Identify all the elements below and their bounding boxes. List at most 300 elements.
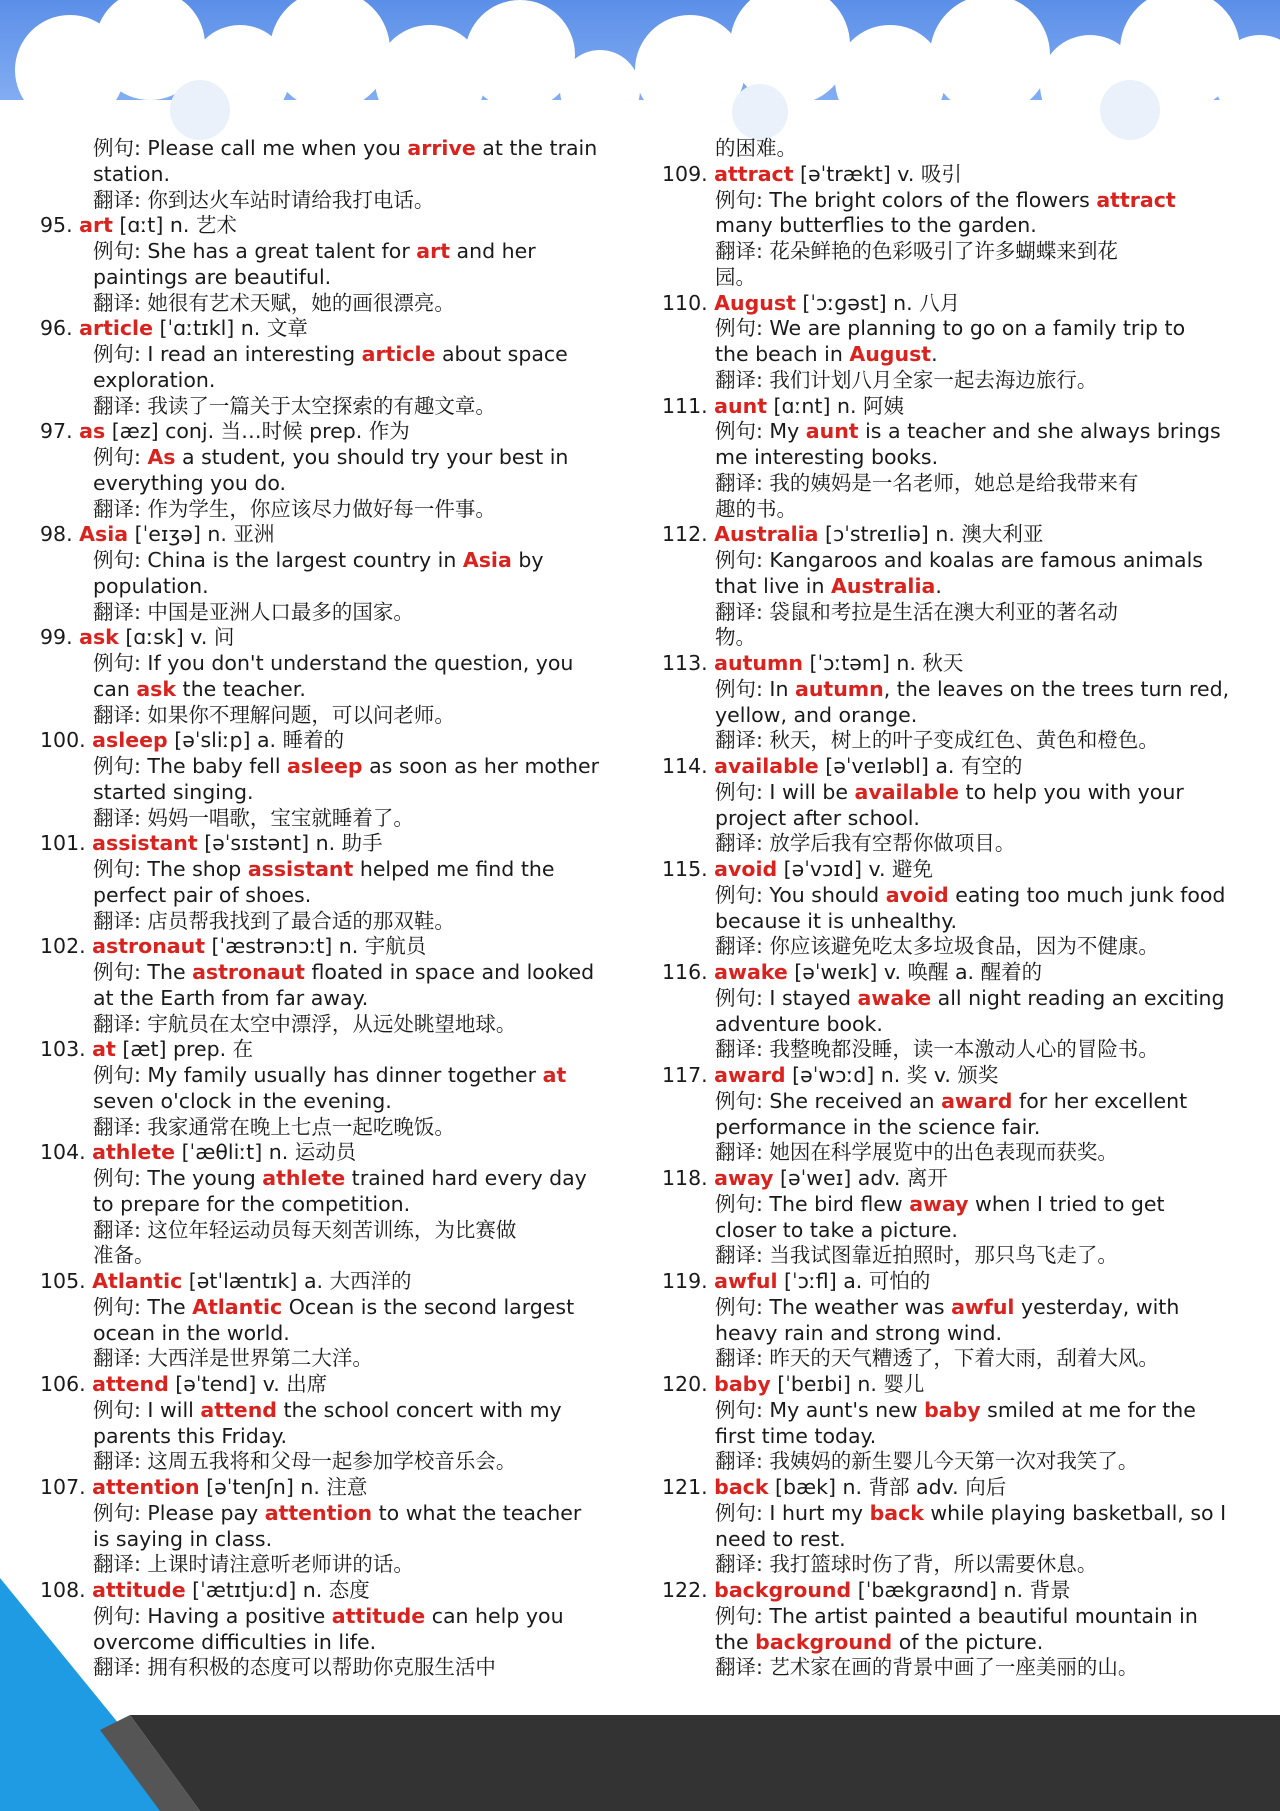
line-text-tail: the teacher. <box>176 676 306 701</box>
line-text: 准备。 <box>93 1243 155 1268</box>
line-text-tail: [ɑːnt] n. 阿姨 <box>767 393 905 418</box>
vocab-entry-line <box>662 677 1262 703</box>
headword: awful <box>714 1269 778 1293</box>
line-text: 翻译: 她因在科学展览中的出色表现而获奖。 <box>715 1140 1118 1165</box>
headword: back <box>714 1475 769 1499</box>
line-text: 例句: Having a positive <box>93 1603 332 1628</box>
line-text-tail: [ˈɔːfl] a. 可怕的 <box>777 1269 931 1293</box>
vocab-entry-line <box>40 497 640 523</box>
vocab-entry-line <box>40 265 640 291</box>
line-text-tail: Ocean is the second largest <box>282 1294 575 1319</box>
vocab-entry-heading <box>40 1269 640 1295</box>
line-text-tail: a student, you should try your best in <box>175 445 569 469</box>
vocab-entry-line <box>40 651 640 677</box>
vocab-entry-line <box>40 342 640 368</box>
line-text-tail: [ˈɑːtɪkl] n. 文章 <box>152 316 308 341</box>
vocab-entry-line <box>40 1166 640 1192</box>
headword: as <box>79 419 106 444</box>
line-text-tail: [ˈɔːgəst] n. 八月 <box>795 290 961 315</box>
headword: Asia <box>79 522 129 547</box>
vocab-entry-line <box>662 625 1262 651</box>
headword: art <box>416 239 451 263</box>
vocab-entry-line <box>662 1243 1262 1269</box>
line-text-tail: about space <box>435 342 568 366</box>
entry-number: 107. <box>40 1475 93 1499</box>
line-text-tail: [əˈtend] v. 出席 <box>168 1372 328 1396</box>
vocab-entry-line <box>40 1115 640 1141</box>
vocab-entry-line <box>662 1012 1262 1038</box>
vocab-entry-line <box>662 1295 1262 1321</box>
line-text: overcome difficulties in life. <box>93 1629 377 1654</box>
entry-number: 106. <box>40 1372 93 1396</box>
line-text-tail: [ɑːsk] v. 问 <box>118 625 235 650</box>
line-text: the beach in <box>715 342 850 366</box>
vocab-entry-line <box>40 1552 640 1578</box>
line-text: 园。 <box>715 264 756 289</box>
vocab-entry-line <box>662 188 1262 214</box>
entry-number: 103. <box>40 1037 93 1062</box>
headword: attitude <box>331 1603 426 1628</box>
line-text-tail: can help you <box>425 1603 564 1628</box>
line-text-tail: when I tried to get <box>968 1191 1165 1216</box>
line-text: 例句: Please pay <box>93 1500 265 1525</box>
headword: Atlantic <box>192 1294 283 1319</box>
vocab-entry-heading <box>40 1475 640 1501</box>
vocab-entry-line <box>662 1346 1262 1372</box>
line-text: paintings are beautiful. <box>93 264 332 289</box>
line-text-tail: [ˈɔːtəm] n. 秋天 <box>802 651 964 675</box>
headword: Australia <box>831 573 936 598</box>
vocab-entry-heading <box>662 857 1262 883</box>
vocab-entry-line <box>662 1604 1262 1630</box>
line-text: 翻译: 我打篮球时伤了背，所以需要休息。 <box>715 1552 1098 1577</box>
line-text: 翻译: 我姨妈的新生婴儿今天第一次对我笑了。 <box>715 1449 1139 1474</box>
headword: award <box>941 1088 1013 1113</box>
line-text: 翻译: 我的姨妈是一名老师，她总是给我带来有 <box>715 470 1139 495</box>
line-text: started singing. <box>93 779 254 804</box>
vocab-entry-line <box>662 1398 1262 1424</box>
headword: baby <box>714 1372 771 1396</box>
headword: awake <box>714 960 788 984</box>
line-text: need to rest. <box>715 1526 846 1551</box>
entry-number: 118. <box>662 1166 715 1190</box>
headword: award <box>714 1063 786 1087</box>
vocab-entry-line <box>662 1655 1262 1681</box>
vocab-entry-line <box>662 831 1262 857</box>
vocab-entry-line <box>40 1630 640 1656</box>
line-text: 例句: She has a great talent for <box>93 239 417 263</box>
headword: astronaut <box>92 934 206 959</box>
line-text-tail: yesterday, with <box>1014 1294 1180 1319</box>
vocab-entry-line <box>662 497 1262 523</box>
vocab-entry-line <box>662 419 1262 445</box>
vocab-entry-line <box>662 1218 1262 1244</box>
entry-number: 108. <box>40 1578 93 1602</box>
vocab-entry-line <box>662 1115 1262 1141</box>
vocab-entry-line <box>40 471 640 497</box>
line-text: heavy rain and strong wind. <box>715 1320 1002 1345</box>
vocab-entry-heading <box>662 1269 1262 1295</box>
vocab-entry-line <box>40 600 640 626</box>
vocab-entry-heading <box>40 1578 640 1604</box>
line-text: 翻译: 我家通常在晚上七点一起吃晚饭。 <box>93 1114 455 1139</box>
line-text-tail: is a teacher and she always brings <box>858 419 1221 444</box>
vocab-entry-line <box>662 239 1262 265</box>
vocab-entry-line <box>662 1037 1262 1063</box>
vocab-entry-line <box>40 909 640 935</box>
vocab-entry-heading <box>40 831 640 857</box>
vocab-entry-line <box>40 986 640 1012</box>
vocab-entry-heading <box>662 162 1262 188</box>
headword: attention <box>92 1475 200 1499</box>
line-text-tail: floated in space and looked <box>304 960 595 984</box>
vocab-entry-line <box>40 548 640 574</box>
vocab-entry-line <box>662 316 1262 342</box>
headword: baby <box>924 1397 981 1422</box>
vocab-entry-line <box>40 857 640 883</box>
headword: aunt <box>714 393 767 418</box>
line-text: the <box>715 1629 756 1654</box>
line-text: is saying in class. <box>93 1526 273 1551</box>
vocab-entry-line <box>662 265 1262 291</box>
vocab-entry-line <box>662 368 1262 394</box>
line-text: 趣的书。 <box>715 496 797 521</box>
line-text-tail: [ˈbækgraʊnd] n. 背景 <box>851 1578 1071 1602</box>
line-text-tail: by <box>511 548 544 572</box>
headword: avoid <box>714 857 778 881</box>
headword: away <box>714 1166 774 1190</box>
line-text: 例句: The <box>93 960 193 984</box>
line-text-tail: [ˈbeɪbi] n. 婴儿 <box>770 1372 925 1396</box>
entry-number: 116. <box>662 960 715 984</box>
headword: aunt <box>805 419 859 444</box>
line-text: 例句: My family usually has dinner together <box>93 1063 543 1087</box>
vocab-entry-line <box>662 780 1262 806</box>
line-text: 例句: You should <box>715 882 886 907</box>
line-text: 翻译: 你应该避免吃太多垃圾食品，因为不健康。 <box>715 934 1159 959</box>
line-text: 例句: If you don't understand the question, you <box>93 651 574 675</box>
line-text-tail: at the train <box>475 136 598 160</box>
vocab-entry-heading <box>40 728 640 754</box>
vocab-entry-line <box>662 703 1262 729</box>
line-text: 翻译: 我整晚都没睡，读一本激动人心的冒险书。 <box>715 1037 1159 1062</box>
line-text: parents this Friday. <box>93 1423 288 1448</box>
line-text: performance in the science fair. <box>715 1114 1041 1139</box>
entry-number: 95. <box>40 213 80 238</box>
line-text: that live in <box>715 573 832 598</box>
vocab-entry-line <box>40 1321 640 1347</box>
headword: at <box>542 1063 567 1087</box>
line-text: many butterflies to the garden. <box>715 213 1037 238</box>
line-text-tail: [əˈweɪk] v. 唤醒 a. 醒着的 <box>787 960 1043 984</box>
headword: August <box>714 290 796 315</box>
entry-number: 98. <box>40 522 80 547</box>
line-text-tail: . <box>931 342 938 366</box>
line-text: because it is unhealthy. <box>715 908 958 933</box>
line-text-tail: [əˈtrækt] v. 吸引 <box>793 161 962 186</box>
vocab-entry-heading <box>40 1140 640 1166</box>
line-text: me interesting books. <box>715 445 939 469</box>
line-text-tail: of the picture. <box>892 1629 1044 1654</box>
left-column <box>40 136 640 1681</box>
vocab-entry-line <box>40 1089 640 1115</box>
headword: August <box>849 342 932 366</box>
vocab-entry-line <box>40 754 640 780</box>
line-text: 例句: My <box>715 419 806 444</box>
line-text-tail: and her <box>450 239 536 263</box>
vocab-entry-heading <box>662 291 1262 317</box>
line-text: 例句: I hurt my <box>715 1500 870 1525</box>
line-text-tail: [əˈsliːp] a. 睡着的 <box>167 728 345 753</box>
vocab-entry-line <box>662 548 1262 574</box>
line-text-tail: [əˈwɔːd] n. 奖 v. 颁奖 <box>785 1063 999 1087</box>
line-text-tail: . <box>935 573 942 598</box>
line-text-tail: [ˈæθliːt] n. 运动员 <box>175 1140 357 1165</box>
vocab-entry-line <box>40 1063 640 1089</box>
vocab-entry-line <box>40 445 640 471</box>
vocab-entry-line <box>662 574 1262 600</box>
headword: ask <box>136 676 177 701</box>
vocab-entry-line <box>662 1140 1262 1166</box>
headword: autumn <box>714 651 803 675</box>
line-text: 翻译: 袋鼠和考拉是生活在澳大利亚的著名动 <box>715 599 1118 624</box>
headword: attract <box>714 161 794 186</box>
sky-cloud-header <box>0 0 1280 140</box>
headword: autumn <box>794 676 884 701</box>
line-text: 翻译: 这位年轻运动员每天刻苦训练，为比赛做 <box>93 1217 517 1242</box>
line-text-tail: [ˈeɪʒə] n. 亚洲 <box>128 522 275 547</box>
headword: athlete <box>92 1140 176 1165</box>
vocab-entry-line <box>40 574 640 600</box>
headword: Atlantic <box>92 1269 183 1293</box>
headword: article <box>79 316 153 341</box>
line-text: yellow, and orange. <box>715 702 918 727</box>
headword: Asia <box>462 548 512 572</box>
line-text-tail: the school concert with my <box>276 1397 562 1422</box>
line-text: 例句: The baby fell <box>93 754 288 778</box>
line-text: 例句: We are planning to go on a family trip to <box>715 316 1186 341</box>
line-text: at the Earth from far away. <box>93 985 369 1010</box>
entry-number: 97. <box>40 419 80 444</box>
headword: art <box>79 213 113 238</box>
headword: asleep <box>287 754 363 778</box>
line-text-tail: [bæk] n. 背部 adv. 向后 <box>768 1475 1007 1499</box>
vocab-entry-line <box>662 1449 1262 1475</box>
line-text: 翻译: 花朵鲜艳的色彩吸引了许多蝴蝶来到花 <box>715 239 1118 263</box>
line-text-tail: to what the teacher <box>372 1500 582 1525</box>
vocab-entry-line <box>662 986 1262 1012</box>
line-text-tail: all night reading an exciting <box>931 985 1225 1010</box>
line-text: 物。 <box>715 625 756 650</box>
line-text: 的困难。 <box>715 136 797 160</box>
vocab-entry-line <box>40 239 640 265</box>
line-text-tail: [ɑːt] n. 艺术 <box>112 213 237 238</box>
vocab-entry-line <box>662 600 1262 626</box>
line-text: 例句: China is the largest country in <box>93 548 463 572</box>
vocab-entry-line <box>40 1012 640 1038</box>
vocab-entry-heading <box>40 522 640 548</box>
line-text-tail: [æt] prep. 在 <box>115 1037 254 1062</box>
line-text-tail: eating too much junk food <box>948 882 1226 907</box>
vocab-entry-line <box>40 1243 640 1269</box>
headword: Australia <box>714 522 819 547</box>
line-text: first time today. <box>715 1423 877 1448</box>
entry-number: 102. <box>40 934 93 959</box>
vocab-entry-line <box>662 1424 1262 1450</box>
vocab-entry-line <box>40 1527 640 1553</box>
line-text: 翻译: 店员帮我找到了最合适的那双鞋。 <box>93 908 455 933</box>
line-text: exploration. <box>93 367 216 392</box>
vocab-entry-line <box>662 1501 1262 1527</box>
vocab-entry-line <box>40 1398 640 1424</box>
vocab-entry-line <box>662 445 1262 471</box>
vocab-entry-line <box>662 1192 1262 1218</box>
line-text-tail: [əˈvɔɪd] v. 避免 <box>777 857 934 881</box>
vocab-entry-line <box>40 780 640 806</box>
vocab-entry-line <box>40 162 640 188</box>
line-text: closer to take a picture. <box>715 1217 958 1242</box>
vocab-entry-line <box>40 1655 640 1681</box>
vocab-entry-heading <box>662 1578 1262 1604</box>
headword: astronaut <box>192 960 305 984</box>
headword: attend <box>92 1372 169 1396</box>
vocab-entry-heading <box>662 1063 1262 1089</box>
line-text-tail: helped me find the <box>353 857 555 881</box>
line-text: 例句: The weather was <box>715 1294 952 1319</box>
line-text-tail: [əˈtenʃn] n. 注意 <box>199 1475 368 1499</box>
vocab-entry-line <box>40 368 640 394</box>
line-text: 翻译: 放学后我有空帮你做项目。 <box>715 831 1016 856</box>
headword: attitude <box>92 1578 186 1602</box>
vocab-entry-line <box>662 1321 1262 1347</box>
entry-number: 114. <box>662 754 715 778</box>
line-text-tail: [ətˈlæntɪk] a. 大西洋的 <box>182 1269 412 1293</box>
line-text: adventure book. <box>715 1011 883 1036</box>
vocab-entry-heading <box>662 754 1262 780</box>
line-text: 例句: The shop <box>93 857 248 881</box>
line-text: 翻译: 她很有艺术天赋，她的画很漂亮。 <box>93 290 455 315</box>
entry-number: 101. <box>40 831 93 856</box>
vocab-entry-line <box>40 1295 640 1321</box>
entry-number: 115. <box>662 857 715 881</box>
line-text: 翻译: 当我试图靠近拍照时，那只鸟飞走了。 <box>715 1243 1118 1268</box>
line-text-tail: [æz] conj. 当…时候 prep. 作为 <box>105 419 410 444</box>
headword: avoid <box>885 882 949 907</box>
entry-number: 110. <box>662 290 715 315</box>
line-text: 例句: She received an <box>715 1088 942 1113</box>
headword: at <box>92 1037 116 1062</box>
vocab-entry-line <box>40 394 640 420</box>
headword: back <box>869 1500 924 1525</box>
vocab-entry-line <box>662 806 1262 832</box>
headword: As <box>147 445 176 469</box>
line-text: everything you do. <box>93 470 287 495</box>
line-text: 例句: My aunt's new <box>715 1397 925 1422</box>
line-text: 例句: The <box>93 1294 193 1319</box>
vocab-entry-heading <box>40 1037 640 1063</box>
line-text: 翻译: 妈妈一唱歌，宝宝就睡着了。 <box>93 805 414 830</box>
vocab-entry-heading <box>662 1475 1262 1501</box>
line-text: 翻译: 我读了一篇关于太空探索的有趣文章。 <box>93 393 496 418</box>
line-text: to prepare for the competition. <box>93 1191 411 1216</box>
vocab-entry-line <box>662 136 1262 162</box>
line-text: 翻译: 作为学生，你应该尽力做好每一件事。 <box>93 496 496 521</box>
vocab-entry-heading <box>40 1372 640 1398</box>
line-text: station. <box>93 161 171 186</box>
vocab-entry-heading <box>40 213 640 239</box>
line-text: seven o'clock in the evening. <box>93 1088 392 1113</box>
headword: assistant <box>247 857 354 881</box>
line-text: 例句: The artist painted a beautiful mountain in <box>715 1603 1198 1628</box>
headword: available <box>714 754 819 778</box>
line-text-tail: [ɔˈstreɪliə] n. 澳大利亚 <box>818 522 1044 547</box>
entry-number: 105. <box>40 1269 93 1293</box>
line-text: 例句: The bright colors of the flowers <box>715 187 1097 212</box>
vocab-entry-line <box>40 1449 640 1475</box>
entry-number: 120. <box>662 1372 715 1396</box>
line-text-tail: [əˈveɪləbl] a. 有空的 <box>818 754 1023 778</box>
headword: awake <box>857 985 932 1010</box>
line-text: 翻译: 你到达火车站时请给我打电话。 <box>93 187 435 212</box>
entry-number: 104. <box>40 1140 93 1165</box>
line-text-tail: as soon as her mother <box>362 754 600 778</box>
vocab-entry-line <box>662 471 1262 497</box>
vocab-entry-heading <box>40 625 640 651</box>
vocab-entry-line <box>40 677 640 703</box>
headword: article <box>361 342 436 366</box>
vocab-entry-line <box>662 213 1262 239</box>
right-column <box>662 136 1262 1681</box>
vocab-entry-heading <box>662 1372 1262 1398</box>
headword: arrive <box>407 136 476 160</box>
vocab-entry-heading <box>662 1166 1262 1192</box>
vocab-entry-line <box>40 1501 640 1527</box>
vocab-entry-line <box>40 1604 640 1630</box>
entry-number: 121. <box>662 1475 715 1499</box>
vocab-entry-line <box>662 1630 1262 1656</box>
headword: awful <box>951 1294 1015 1319</box>
line-text: can <box>93 676 137 701</box>
entry-number: 119. <box>662 1269 715 1293</box>
line-text: 例句: The young <box>93 1166 263 1190</box>
line-text: 例句: In <box>715 676 795 701</box>
vocab-entry-heading <box>662 522 1262 548</box>
line-text: ocean in the world. <box>93 1320 290 1345</box>
vocab-entry-line <box>662 342 1262 368</box>
vocab-entry-line <box>40 703 640 729</box>
entry-number: 122. <box>662 1578 715 1602</box>
headword: assistant <box>92 831 198 856</box>
line-text-tail: [əˈweɪ] adv. 离开 <box>773 1166 948 1190</box>
line-text: 翻译: 艺术家在画的背景中画了一座美丽的山。 <box>715 1655 1139 1680</box>
line-text: 翻译: 秋天，树上的叶子变成红色、黄色和橙色。 <box>715 728 1159 753</box>
headword: asleep <box>92 728 168 753</box>
line-text: 翻译: 这周五我将和父母一起参加学校音乐会。 <box>93 1449 517 1474</box>
entry-number: 112. <box>662 522 715 547</box>
vocab-entry-line <box>40 188 640 214</box>
line-text: 例句: I will <box>93 1397 201 1422</box>
headword: attract <box>1096 187 1176 212</box>
vocab-entry-line <box>40 136 640 162</box>
line-text-tail: to help you with your <box>959 779 1184 804</box>
vocab-entry-heading <box>40 419 640 445</box>
entry-number: 117. <box>662 1063 715 1087</box>
vocab-entry-line <box>662 1527 1262 1553</box>
line-text: 翻译: 大西洋是世界第二大洋。 <box>93 1346 373 1371</box>
line-text: 例句: I will be <box>715 779 855 804</box>
headword: background <box>755 1629 893 1654</box>
headword: background <box>714 1578 852 1602</box>
